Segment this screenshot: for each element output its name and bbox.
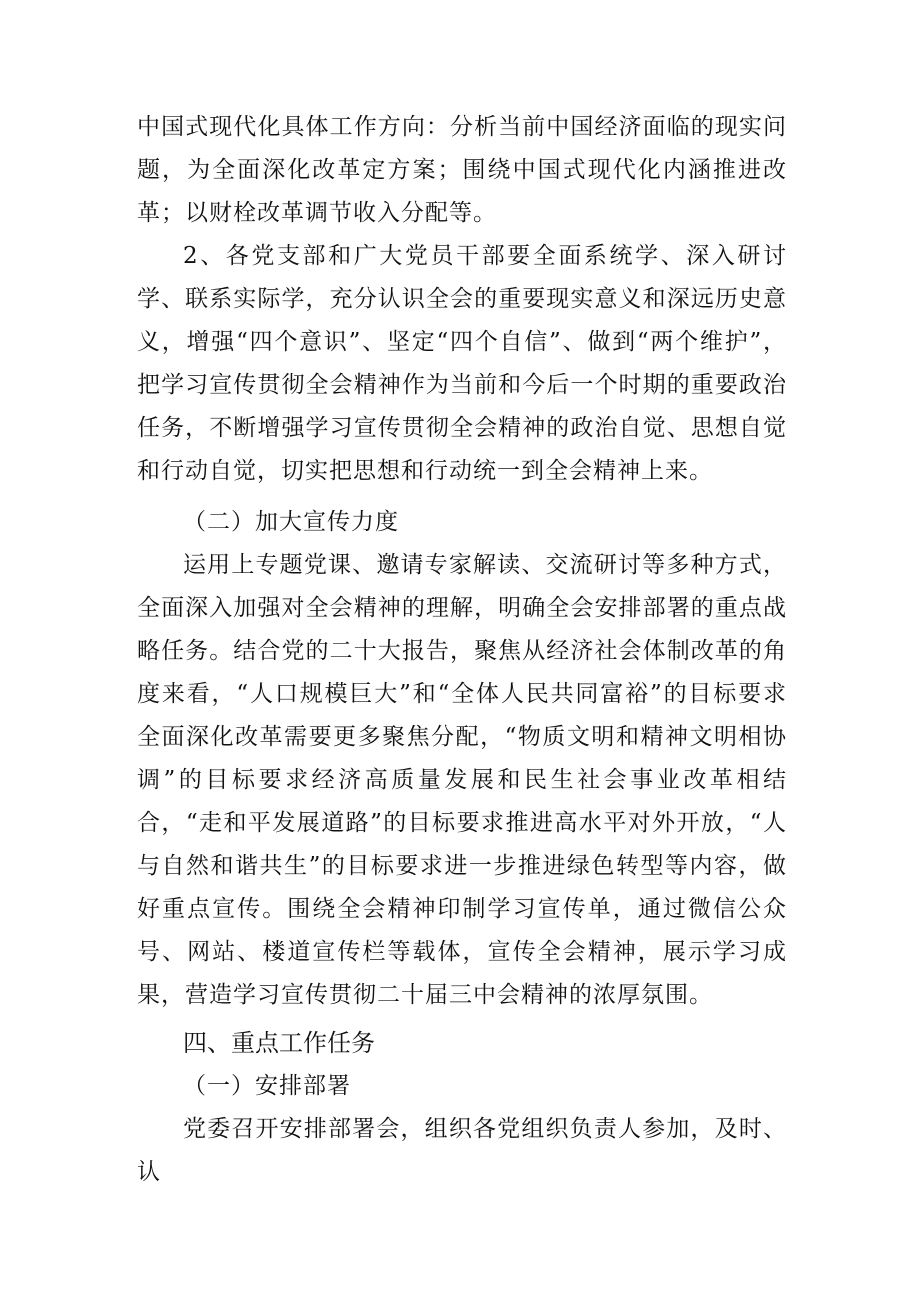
subheading-arrangement: （一）安排部署	[183, 1073, 351, 1099]
paragraph-arrangement: 党委召开安排部署会，组织各党组织负责人参加，及时、认	[137, 1116, 787, 1185]
subheading-publicity: （二）加大宣传力度	[183, 509, 399, 535]
section-heading-key-tasks: 四、重点工作任务	[183, 1029, 375, 1057]
paragraph-continuation: 中国式现代化具体工作方向：分析当前中国经济面临的现实问题，为全面深化改革定方案；围绕中国式现代化内涵推进改革；以财栓改革调节收入分配等。	[137, 114, 787, 226]
paragraph-publicity: 运用上专题党课、邀请专家解读、交流研讨等多种方式，全面深入加强对全会精神的理解，明确全会安排部署的重点战略任务。结合党的二十大报告，聚焦从经济社会体制改革的角度来看，“人口规模巨大”和“全体人民共同富裕”的目标要求全面深化改革需要更多聚焦分配，“物质文明和精神文明相协调”的目标要求经济高质量发展和民生社会事业改革相结合，“走和平发展道路”的目标要求推进高水平对外开放，“人与自然和谐共生”的目标要求进一步推进绿色转型等内容，做好重点宣传。围绕全会精神印制学习宣传单，通过微信公众号、网站、楼道宣传栏等载体，宣传全会精神，展示学习成果，营造学习宣传贯彻二十届三中会精神的浓厚氛围。	[137, 552, 787, 1008]
paragraph-item-2: 2、各党支部和广大党员干部要全面系统学、深入研讨学、联系实际学，充分认识全会的重要现实意义和深远历史意义，增强“四个意识”、坚定“四个自信”、做到“两个维护”，把学习宣传贯彻全会精神作为当前和今后一个时期的重要政治任务，不断增强学习宣传贯彻全会精神的政治自觉、思想自觉和行动自觉，切实把思想和行动统一到全会精神上来。	[137, 243, 787, 484]
